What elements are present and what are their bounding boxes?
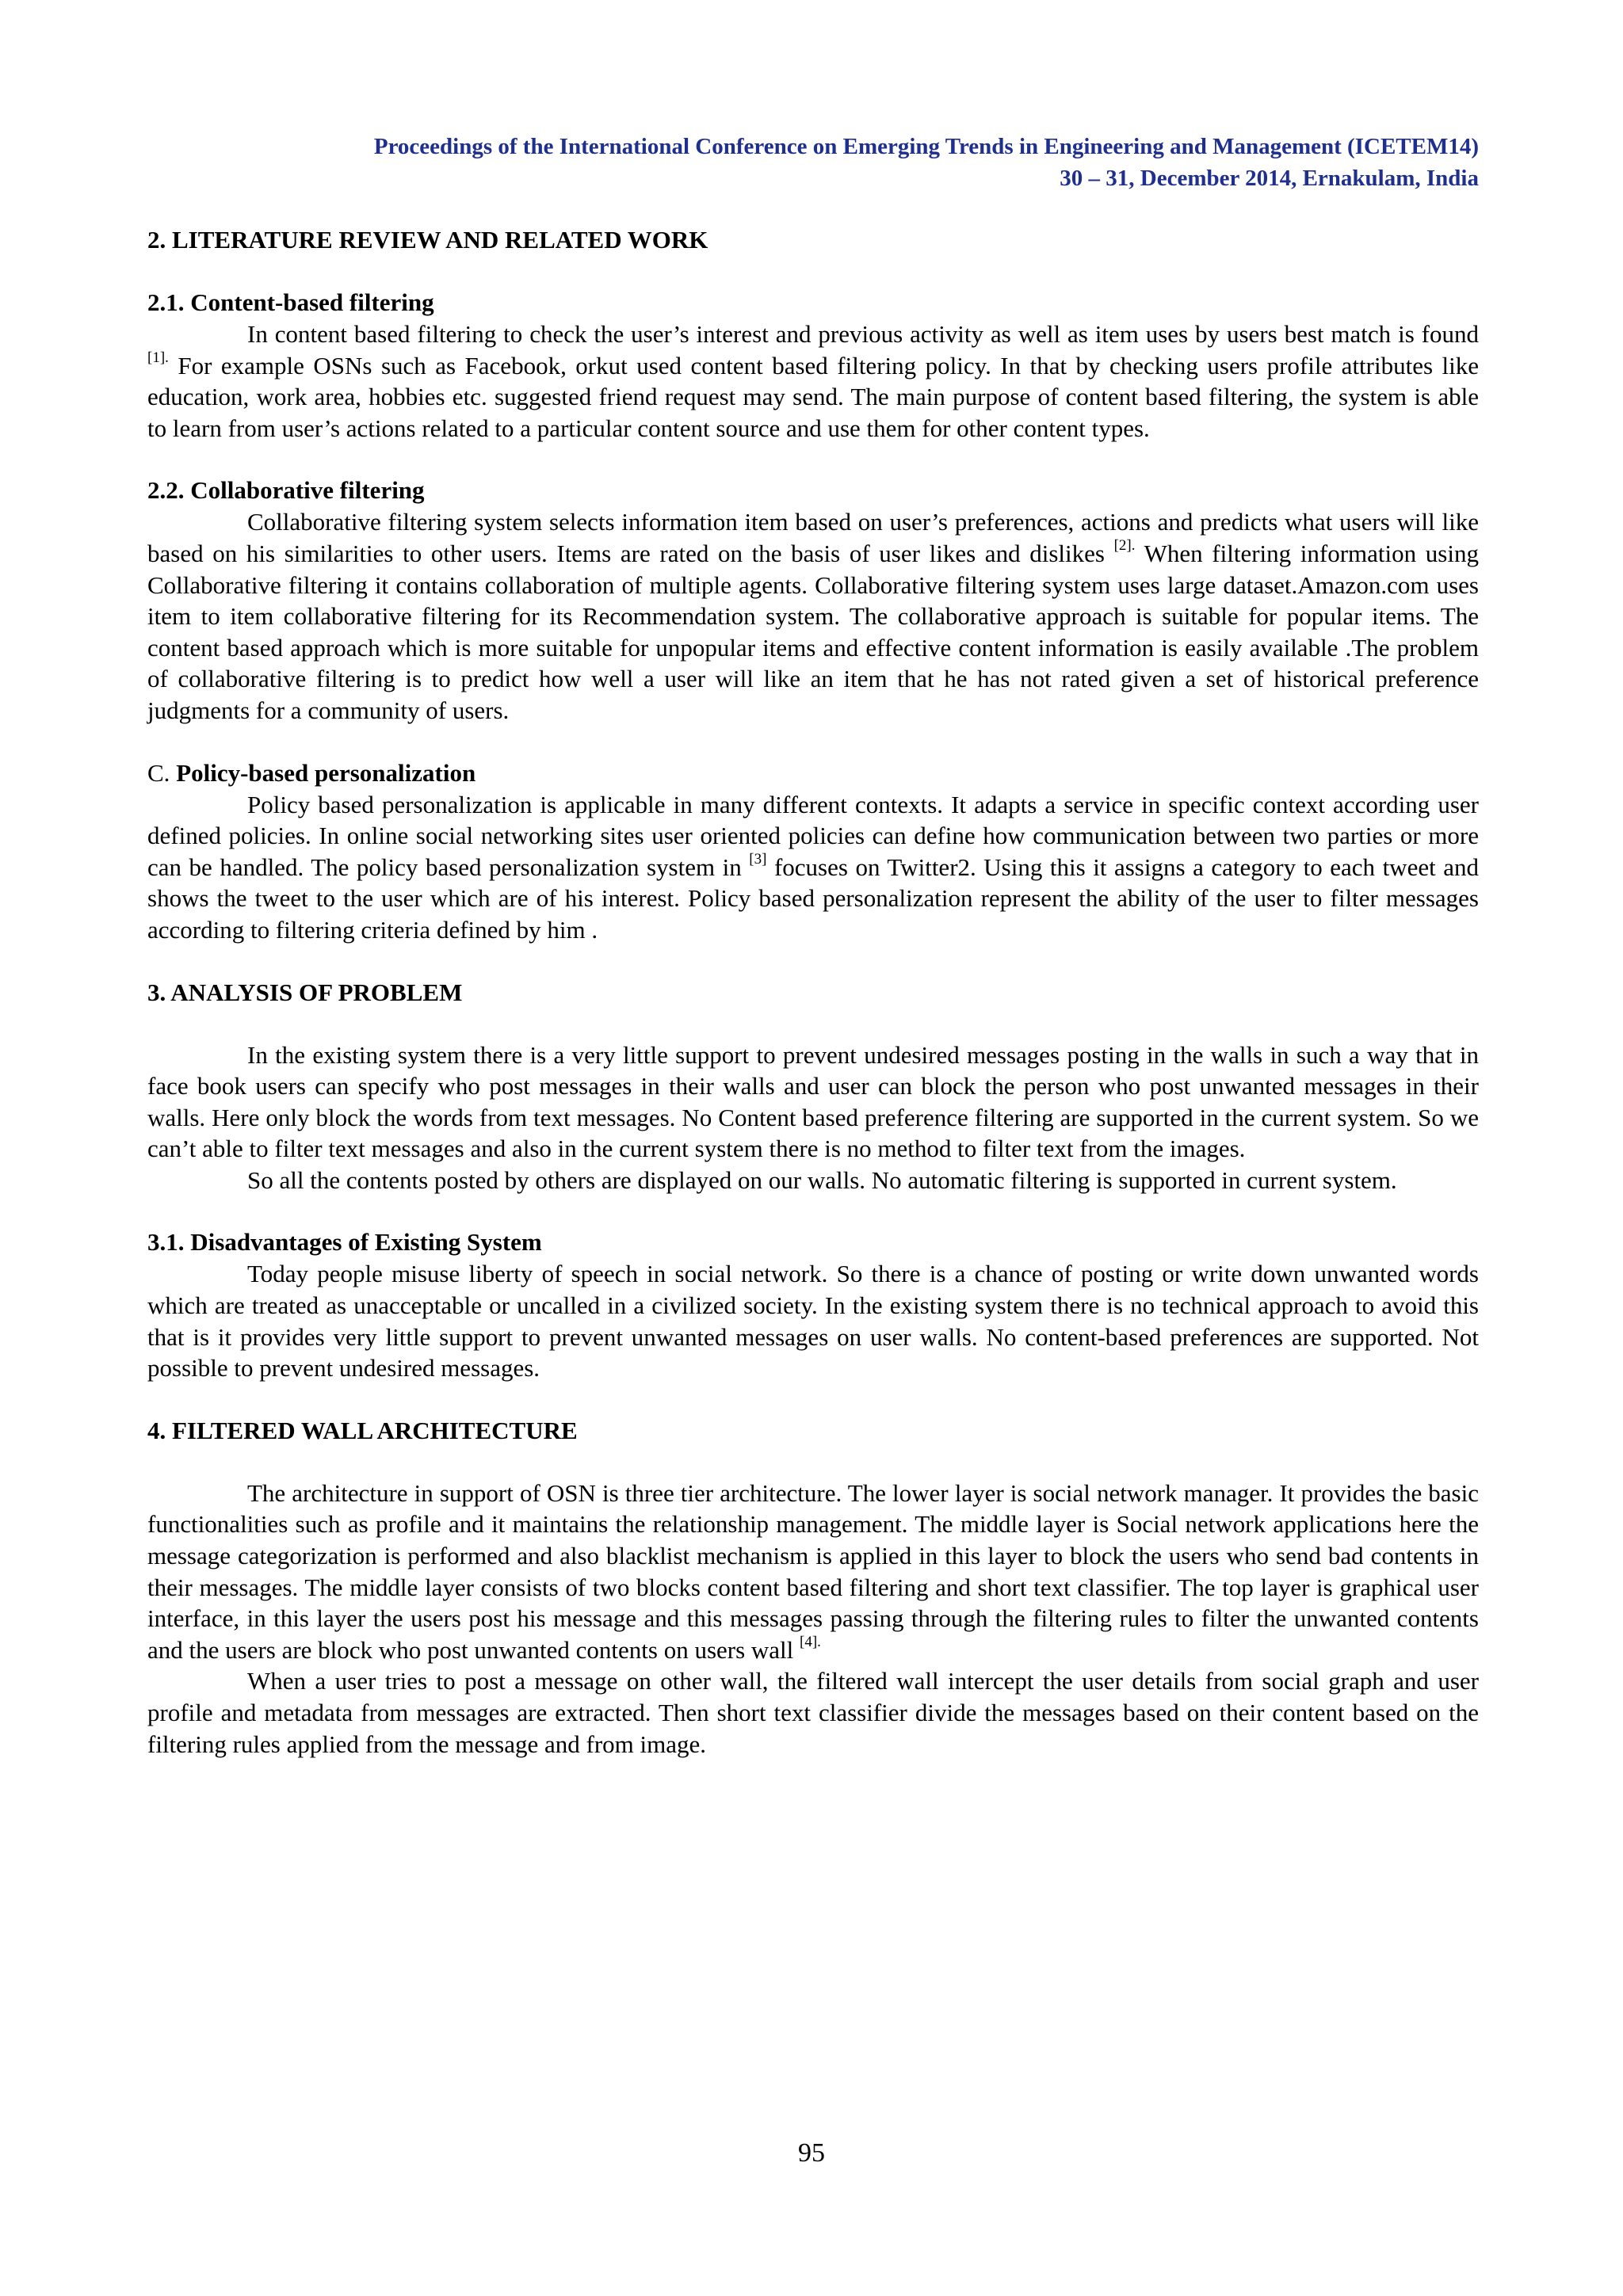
citation-2: [2]. [1113,536,1136,554]
header-line-2: 30 – 31, December 2014, Ernakulam, India [1060,166,1479,191]
subsection-3-1-heading: 3.1. Disadvantages of Existing System [147,1228,542,1257]
citation-3: [3] [749,850,767,868]
section-3-heading: 3. ANALYSIS OF PROBLEM [147,978,463,1006]
conference-header [147,131,1479,194]
section-2-heading: 2. LITERATURE REVIEW AND RELATED WORK [147,226,708,254]
header-line-1: Proceedings of the International Conference on Emerging Trends in Engineering and Management (ICETEM14) [373,134,1479,159]
section-3-paragraph-2: So all the contents posted by others are displayed on our walls. No automatic filtering is supported in current system. [247,1165,1397,1194]
subsection-2-2-paragraph: Collaborative filtering system selects information item based on user’s preferences, actions and predicts what users will like based on his similarities to other users. Items are rated on the basis of user likes and dislikes $^{[2].}$ When filtering information using Collaborative filtering it contains collaboration of multiple agents. Collaborative filtering system uses large dataset.Amazon.com uses item to item collaborative filtering for its Recommendation system. The collaborative approach is suitable for popular items. The content based approach which is more suitable for unpopular items and effective content information is easily available .The problem of collaborative filtering is to predict how well a user will like an item that he has not rated given a set of historical preference judgments for a community of users. [147,508,1479,724]
subsection-2-1-paragraph: In content based filtering to check the user’s interest and previous activity as well as item uses by users best match is found $^{[1].}$ For example OSNs such as Facebook, orkut used content based filtering policy. In that by checking users profile attributes like education, work area, hobbies etc. suggested friend request may send. The main purpose of content based filtering, the system is able to learn from user’s actions related to a particular content source and use them for other content types. [147,320,1479,442]
page-number: 95 [798,2138,825,2168]
subsection-3-1-paragraph: Today people misuse liberty of speech in social network. So there is a chance of posting or write down unwanted words which are treated as unacceptable or uncalled in a civilized society. In the existing system there is no technical approach to avoid this that is it provides very little support to prevent unwanted messages on user walls. No content-based preferences are supported. Not possible to prevent undesired messages. [147,1260,1479,1383]
section-4-paragraph-2: When a user tries to post a message on other wall, the filtered wall intercept the user details from social graph and user profile and metadata from messages are extracted. Then short text classifier divide the messages based on their content based on the filtering rules applied from the message and from image. [147,1667,1479,1758]
subsection-2-2-heading: 2.2. Collaborative filtering [147,476,425,505]
section-4-heading: 4. FILTERED WALL ARCHITECTURE [147,1416,578,1444]
citation-1: [1]. [147,349,169,366]
subsection-2-1-heading: 2.1. Content-based filtering [147,288,434,316]
page-body [147,131,1479,1760]
section-3-paragraph-1: In the existing system there is a very little support to prevent undesired messages posting in the walls in such a way that in face book users can specify who post messages in their walls and user can block the person who post unwanted messages in their walls. Here only block the words from text messages. No Content based preference filtering are supported in the current system. So we can’t able to filter text messages and also in the current system there is no method to filter text from the images. [147,1040,1479,1163]
subsection-c-heading: C. Policy-based personalization [147,758,476,787]
subsection-c-paragraph: Policy based personalization is applicable in many different contexts. It adapts a service in specific context according user defined policies. In online social networking sites user oriented policies can define how communication between two parties or more can be handled. The policy based personalization system in [3] focuses on Twitter2. Using this it assigns a category to each tweet and shows the tweet to the user which are of his interest. Policy based personalization represent the ability of the user to filter messages according to filtering criteria defined by him . [147,790,1479,944]
section-4-paragraph-1: The architecture in support of OSN is three tier architecture. The lower layer is social network manager. It provides the basic functionalities such as profile and it maintains the relationship management. The middle layer is Social network applications here the message categorization is performed and also blacklist mechanism is applied in this layer to block the users who send bad contents in their messages. The middle layer consists of two blocks content based filtering and short text classifier. The top layer is graphical user interface, in this layer the users post his message and this messages passing through the filtering rules to filter the unwanted contents and the users are block who post unwanted contents on users wall $^{[4].}$ [147,1478,1479,1664]
citation-4: [4]. [800,1633,821,1650]
